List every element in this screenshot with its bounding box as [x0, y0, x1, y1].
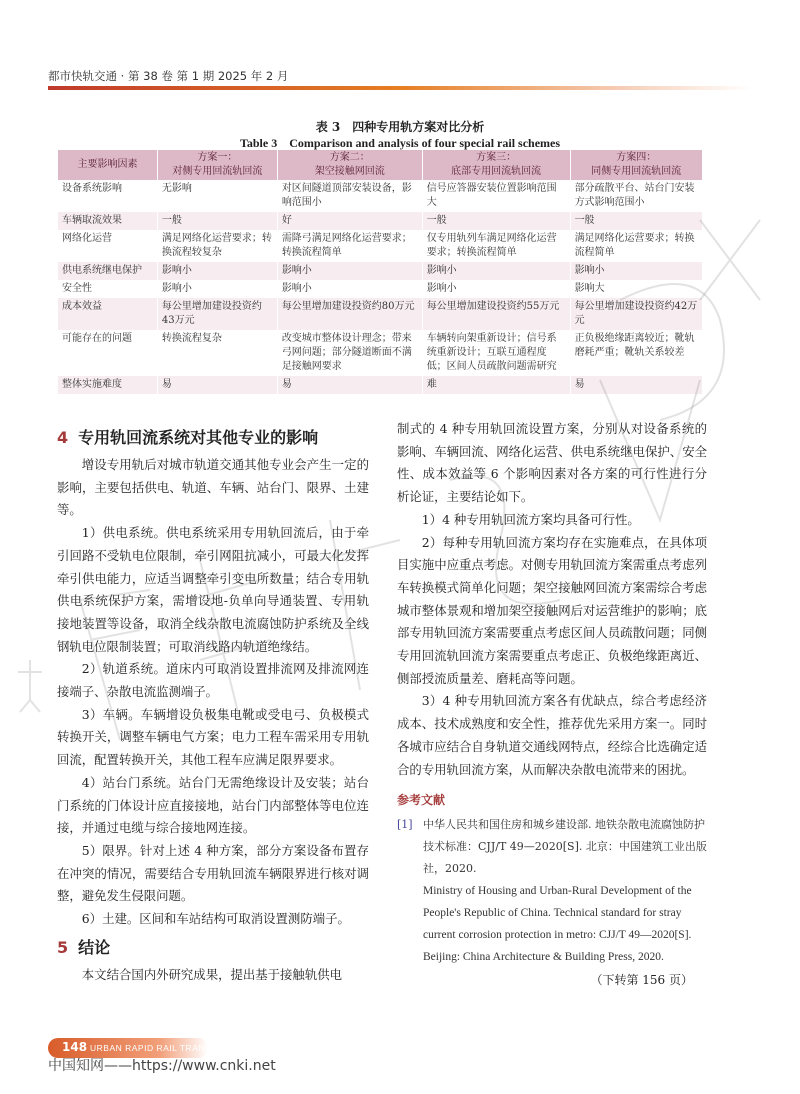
table-title-cn: 表 3 四种专用轨方案对比分析 [315, 120, 485, 134]
table-cell: 好 [277, 212, 422, 230]
table-cell: 信号应答器安装位置影响范围大 [422, 180, 570, 212]
table-factor-cell: 供电系统继电保护 [58, 262, 158, 280]
table-factor-cell: 可能存在的问题 [58, 330, 158, 376]
table-cell: 影响小 [277, 280, 422, 298]
continued-note: （下转第 156 页） [590, 973, 693, 988]
paragraph: 4）站台门系统。站台门无需绝缘设计及安装；站台门系统的门体设计应直接接地，站台门内部整体等电位连接，并通过电缆与综合接地网连接。 [57, 774, 369, 836]
paragraph: 2）轨道系统。道床内可取消设置排流网及排流网连接端子、杂散电流监测端子。 [57, 661, 369, 700]
table-row [58, 376, 703, 394]
paragraph: 5）限界。针对上述 4 种方案，部分方案设备布置存在冲突的情况，需要结合专用轨回流车辆限界进行核对调整，避免发生侵限问题。 [57, 842, 369, 904]
table-cell: 车辆转向架重新设计；信号系统重新设计；互联互通程度低；区间人员疏散问题需研究 [422, 330, 570, 376]
table-row [58, 262, 703, 280]
section-number: 4 [57, 428, 69, 447]
table-cell: 部分疏散平台、站台门安装方式影响范围小 [570, 180, 702, 212]
table-cell: 正负极绝缘距离较近；靴轨磨耗严重；靴轨关系较差 [570, 330, 702, 376]
table-cell: 影响小 [422, 280, 570, 298]
table-factor-cell: 成本效益 [58, 298, 158, 330]
section-title: 结论 [78, 937, 111, 957]
table-cell: 满足网络化运营要求；转换流程简单 [570, 230, 702, 262]
reference-number: [1] [397, 818, 413, 832]
table-cell: 每公里增加建设投资约42万元 [570, 298, 702, 330]
table-header-cell: 主要影响因素 [58, 150, 158, 180]
left-column [57, 425, 369, 986]
table-cell: 转换流程复杂 [157, 330, 277, 376]
table-cell: 一般 [157, 212, 277, 230]
reference-cn: 中华人民共和国住房和城乡建设部. 地铁杂散电流腐蚀防护技术标准：CJJ/T 49—2020[S]. 北京：中国建筑工业出版社，2020. [423, 818, 707, 876]
table-cell: 难 [422, 376, 570, 394]
table-cell: 影响小 [157, 262, 277, 280]
table-cell: 需降弓满足网络化运营要求；转换流程简单 [277, 230, 422, 262]
table-cell: 一般 [422, 212, 570, 230]
section-number: 5 [57, 937, 69, 957]
table-factor-cell: 设备系统影响 [58, 180, 158, 212]
table-cell: 每公里增加建设投资约55万元 [422, 298, 570, 330]
paragraph: 本文结合国内外研究成果，提出基于接触轨供电 [81, 966, 342, 982]
journal-header: 都市快轨交通 · 第 38 卷 第 1 期 2025 年 2 月 [48, 69, 289, 83]
table-cell: 易 [157, 376, 277, 394]
table-cell: 易 [277, 376, 422, 394]
table-cell: 影响小 [157, 280, 277, 298]
table-row [58, 230, 703, 262]
table-factor-cell: 整体实施难度 [58, 376, 158, 394]
table-header-cell: 方案一： 对侧专用回流轨回流 [157, 150, 277, 180]
table-factor-cell: 网络化运营 [58, 230, 158, 262]
reference-en: Ministry of Housing and Urban-Rural Development of the People's Republic of China. Technical standard for stray current corrosion protection in metro: CJJ/T 49—2020[S]. Beijing: China Architecture & Building Press, 2020. [423, 885, 692, 964]
table-header-cell: 方案二： 架空接触网回流 [277, 150, 422, 180]
paragraph: 1）4 种专用轨回流方案均具备可行性。 [421, 511, 640, 527]
paragraph: 3）车辆。车辆增设负极集电靴或受电弓、负极模式转换开关，调整车辆电气方案；电力工程车需采用专用轨回流，配置转换开关，其他工程车应满足限界要求。 [57, 706, 369, 768]
table-cell: 无影响 [157, 180, 277, 212]
table-header-cell: 方案四： 同侧专用回流轨回流 [570, 150, 702, 180]
table-header-cell: 方案三： 底部专用回流轨回流 [422, 150, 570, 180]
section-4-heading [57, 425, 369, 448]
table-cell: 影响小 [570, 262, 702, 280]
right-column [397, 418, 707, 988]
table-row [58, 180, 703, 212]
references-heading: 参考文献 [397, 793, 446, 808]
paragraph: 6）土建。区间和车站结构可取消设置测防端子。 [81, 911, 350, 927]
page-number: 148 [62, 1040, 88, 1054]
table-row [58, 280, 703, 298]
comparison-table [57, 150, 702, 394]
table-cell: 影响大 [570, 280, 702, 298]
journal-name-en: URBAN RAPID RAIL TRANSIT [90, 1043, 220, 1053]
reference-item [397, 814, 707, 968]
header-rule [48, 86, 752, 90]
table-cell: 仅专用轨列车满足网络化运营要求；转换流程简单 [422, 230, 570, 262]
table-cell: 影响小 [422, 262, 570, 280]
table-factor-cell: 车辆取流效果 [58, 212, 158, 230]
paragraph: 1）供电系统。供电系统采用专用轨回流后，由于牵引回路不受轨电位限制，牵引网阻抗减小，可最大化发挥牵引供电能力，应适当调整牵引变电所数量；结合专用轨供电系统保护方案，需增设地-负单向导通装置、专用轨接地装置等设备，取消全线杂散电流腐蚀防护系统及全线钢轨电位限制装置；可取消线路内轨道绝缘结。 [57, 525, 369, 654]
table-title-en: Table 3 Comparison and analysis of four special rail schemes [239, 136, 561, 150]
paragraph: 增设专用轨后对城市轨道交通其他专业会产生一定的影响，主要包括供电、轨道、车辆、站台门、限界、土建等。 [57, 457, 369, 518]
table-row [58, 298, 703, 330]
paragraph: 2）每种专用轨回流方案均存在实施难点，在具体项目实施中应重点考虑。对侧专用轨回流方案需重点考虑列车转换模式简单化问题；架空接触网回流方案需综合考虑城市整体景观和增加架空接触网后对运营维护的影响；底部专用轨回流方案需要重点考虑区间人员疏散问题；同侧专用回流轨回流方案需要重点考虑正、负极绝缘距离近、侧部授流质量差、磨耗高等问题。 [397, 534, 707, 686]
paragraph: 3）4 种专用轨回流方案各有优缺点，综合考虑经济成本、技术成熟度和安全性，推荐优先采用方案一。同时各城市应结合自身轨道交通线网特点，经综合比选确定适合的专用轨回流方案，从而解决杂散电流带来的困扰。 [397, 693, 707, 777]
table-cell: 影响小 [277, 262, 422, 280]
table-cell: 每公里增加建设投资约80万元 [277, 298, 422, 330]
table-cell: 改变城市整体设计理念；带来弓网问题；部分隧道断面不满足接触网要求 [277, 330, 422, 376]
section-title: 专用轨回流系统对其他专业的影响 [78, 428, 319, 447]
cnki-link[interactable]: 中国知网——https://www.cnki.net [48, 1058, 276, 1074]
table-cell: 对区间隧道顶部安装设备，影响范围小 [277, 180, 422, 212]
table-cell: 一般 [570, 212, 702, 230]
table-cell: 满足网络化运营要求；转换流程较复杂 [157, 230, 277, 262]
table-row [58, 212, 703, 230]
table-cell: 易 [570, 376, 702, 394]
paragraph: 制式的 4 种专用轨回流设置方案，分别从对设备系统的影响、车辆回流、网络化运营、供电系统继电保护、安全性、成本效益等 6 个影响因素对各方案的可行性进行分析论证，主要结论如下。 [397, 421, 707, 505]
table-factor-cell: 安全性 [58, 280, 158, 298]
table-header-row [58, 150, 703, 180]
table-row [58, 330, 703, 376]
table-cell: 每公里增加建设投资约43万元 [157, 298, 277, 330]
section-5-heading [57, 935, 369, 958]
